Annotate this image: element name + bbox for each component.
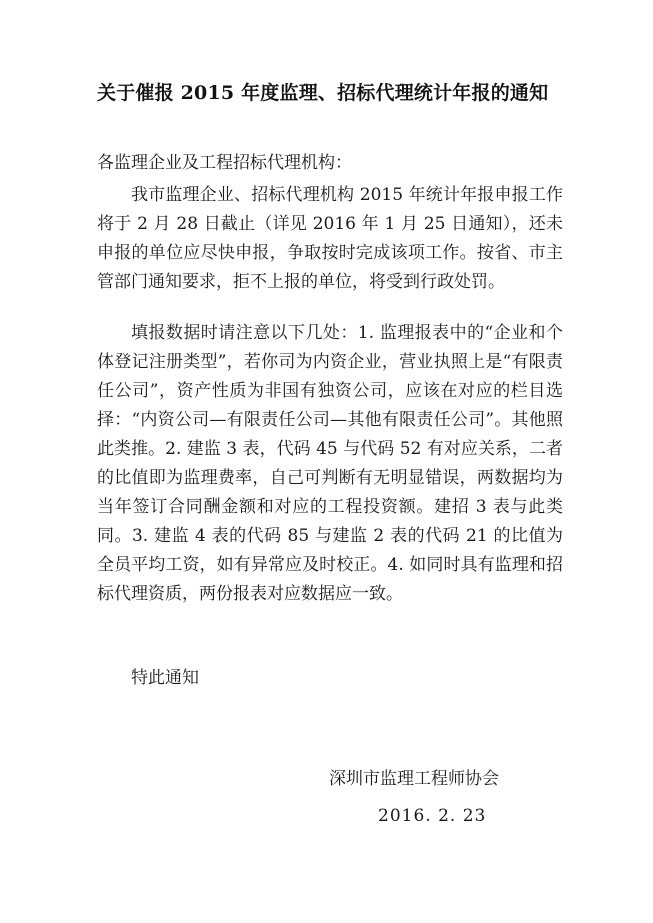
- closing-phrase: 特此通知: [131, 668, 199, 688]
- issue-date: 2016. 2. 23: [378, 806, 487, 826]
- salutation: 各监理企业及工程招标代理机构：: [97, 153, 352, 173]
- paragraph-filling-notes: 填报数据时请注意以下几处：1. 监理报表中的“企业和个体登记注册类型”，若你司为内资企业，营业执照上是“有限责任公司”，资产性质为非国有独资公司，应该在对应的栏目选择：“内资公司—有限责任公司—其他有限责任公司”。其他照此类推。2. 建监 3 表，代码 45 与代码 52 有对应关系，二者的比值即为监理费率，自己可判断有无明显错误，两数据均为当年签订合同酬金额和对应的工程投资额。建招 3 表与此类同。3. 建监 4 表的代码 85 与建监 2 表的代码 21 的比值为全员平均工资，如有异常应及时校正。4. 如同时具有监理和招标代理资质，两份报表对应数据应一致。: [97, 323, 564, 604]
- paragraph-deadline: 我市监理企业、招标代理机构 2015 年统计年报申报工作将于 2 月 28 日截止（详见 2016 年 1 月 25 日通知），还未申报的单位应尽快申报，争取按时完成该项工作。按省、市主管部门通知要求，拒不上报的单位，将受到行政处罚。: [97, 185, 563, 292]
- issuer-signature: 深圳市监理工程师协会: [329, 769, 499, 789]
- notice-title: 关于催报 2015 年度监理、招标代理统计年报的通知: [97, 82, 549, 104]
